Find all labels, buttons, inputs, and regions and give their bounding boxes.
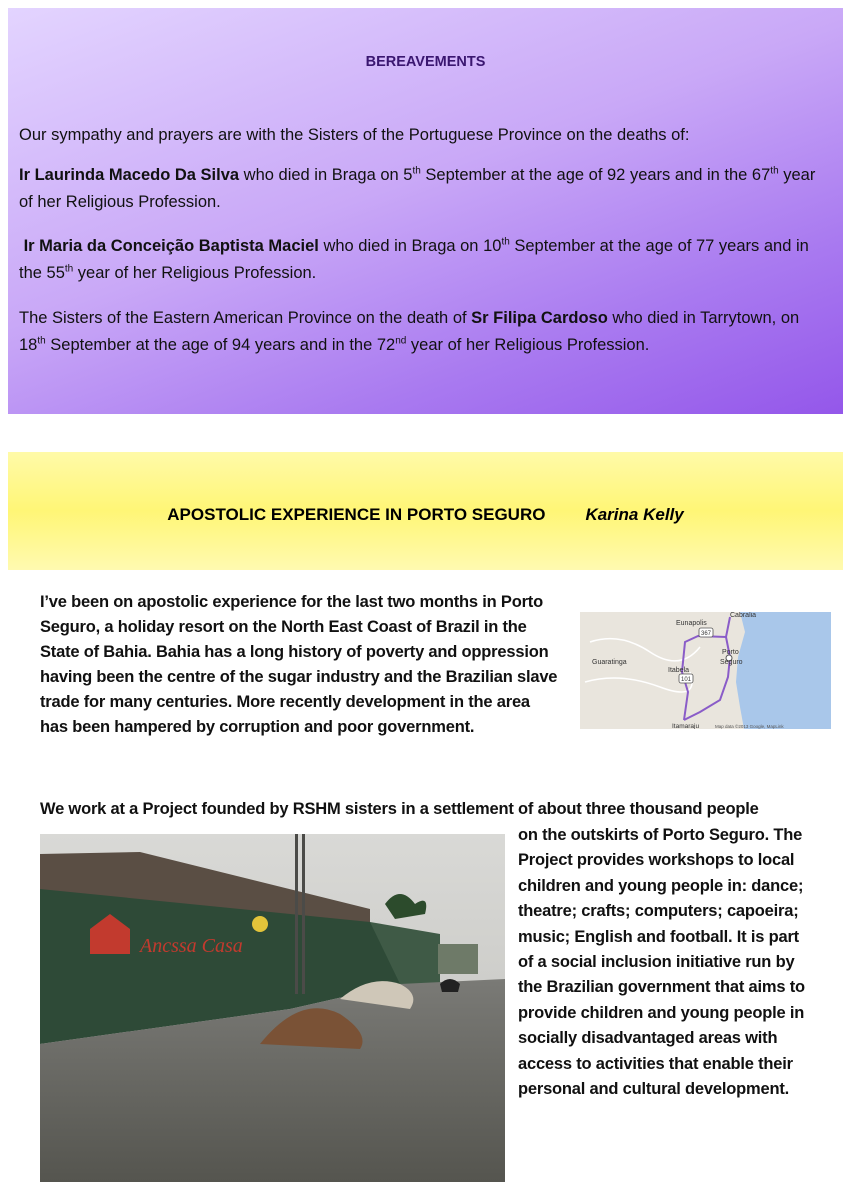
- map-label-guaratinga: Guaratinga: [592, 659, 627, 666]
- map-credit: Map data ©2013 Google, MapLink: [715, 724, 784, 729]
- article-heading: [8, 505, 843, 525]
- bereavements-panel: [8, 8, 843, 414]
- map-label-itamaraju: Itamaraju: [672, 723, 700, 729]
- deceased-name: Ir Laurinda Macedo Da Silva: [19, 166, 240, 184]
- map-label-porto: Porto: [722, 649, 739, 656]
- article-paragraph-2-first-line: We work at a Project founded by RSHM sisters in a settlement of about three thousand people: [40, 800, 759, 818]
- deceased-name: Sr Filipa Cardoso: [471, 309, 608, 327]
- apostolic-banner: [8, 452, 843, 570]
- map-label-eunapolis: Eunapolis: [676, 620, 707, 627]
- bereavements-intro: Our sympathy and prayers are with the Sisters of the Portuguese Province on the deaths of:: [19, 126, 690, 144]
- bereavement-entry-laurinda: Ir Laurinda Macedo Da Silva who died in Braga on 5th September at the age of 92 years and in the 67th year of her Religious Profession.: [19, 165, 816, 211]
- route-shield-367-label: 367: [700, 631, 712, 637]
- article-paragraph-1: I’ve been on apostolic experience for the last two months in Porto Seguro, a holiday resort on the North East Coast of Brazil in the State of Bahia. Bahia has a long history of poverty and oppression having been the centre of the sugar industry and the Brazilian slave trade for many centuries. More recently development in the area has been hampered by corruption and poor government.: [40, 593, 558, 736]
- bereavement-entry-maria: Ir Maria da Conceição Baptista Maciel who died in Braga on 10th September at the age of 77 years and in the 55th year of her Religious Profession.: [19, 236, 809, 282]
- deceased-name: Ir Maria da Conceição Baptista Maciel: [23, 237, 319, 255]
- photo-far-building: [438, 944, 478, 974]
- map-label-seguro: Seguro: [720, 659, 743, 666]
- article-paragraph-2-continued: on the outskirts of Porto Seguro. The Project provides workshops to local children and young people in: dance; theatre; crafts; computers; capoeira; music; English and football. It is part of a social inclusion initiative run by the Brazilian government that aims to provide children and young people in socially disadvantaged areas with access to activities that enable their personal and cultural development.: [518, 826, 805, 1099]
- photo-graphic: [40, 834, 505, 1182]
- bereavements-title: BEREAVEMENTS: [365, 54, 486, 70]
- article-author: Karina Kelly: [585, 505, 684, 524]
- photo-sign-sun-icon: [252, 916, 268, 932]
- bereavement-entry-filipa: The Sisters of the Eastern American Province on the death of Sr Filipa Cardoso who died in Tarrytown, on 18th September at the age of 94 years and in the 72nd year of her Religious Profession.: [19, 309, 800, 354]
- photo-sign-text: Ancssa Casa: [140, 935, 243, 957]
- map-image: [580, 612, 831, 729]
- map-label-cabralia: Cabralia: [730, 612, 757, 619]
- photo-pole: [302, 834, 305, 994]
- map-graphic: [580, 612, 831, 729]
- photo-pole: [295, 834, 298, 994]
- map-label-itabela: Itabela: [668, 667, 690, 674]
- article-title: APOSTOLIC EXPERIENCE IN PORTO SEGURO: [167, 505, 546, 524]
- route-shield-101-label: 101: [680, 677, 692, 683]
- map-sea: [736, 612, 831, 729]
- project-building-photo: [40, 834, 505, 1182]
